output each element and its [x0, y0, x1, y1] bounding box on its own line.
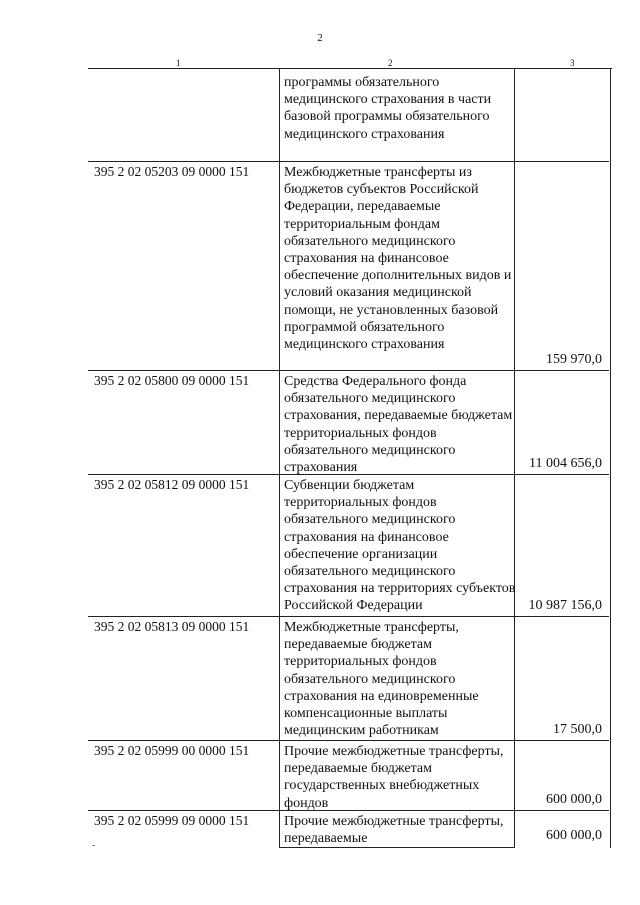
row-amount: 159 970,0: [546, 352, 602, 367]
row-description: программы обязательного медицинского страхования в части базовой программы обязательного медицинского страхования: [284, 75, 492, 142]
page-number: 2: [317, 32, 323, 44]
column-header-2: 2: [388, 58, 393, 68]
row-description: Субвенции бюджетам территориальных фондов обязательного медицинского страхования на финансовое обеспечение организации обязательного медицинского страхования на территориях субъектов Российской Федерации: [284, 478, 516, 614]
row-description: Прочие межбюджетные трансферты, передаваемые бюджетам государственных внебюджетных фондов: [284, 744, 504, 811]
row-amount: 600 000,0: [546, 792, 602, 807]
row-separator: [88, 161, 609, 162]
row-description: Прочие межбюджетные трансферты, передаваемые: [284, 814, 504, 847]
row-amount: 17 500,0: [553, 722, 602, 737]
column-header-1: 1: [176, 58, 181, 68]
table-right-border: [610, 68, 611, 848]
header-underline: [88, 68, 612, 69]
row-description: Межбюджетные трансферты, передаваемые бюджетам территориальных фондов обязательного медицинского страхования на единовременные компенсационные выплаты медицинским работникам: [284, 620, 479, 739]
row-separator: [88, 740, 609, 741]
row-separator: [88, 370, 609, 371]
row-separator: [88, 616, 609, 617]
row-code: 395 2 02 05999 09 0000 151: [94, 813, 250, 828]
column-header-3: 3: [570, 58, 575, 68]
row-code: 395 2 02 05812 09 0000 151: [94, 477, 250, 492]
row-code: 395 2 02 05800 09 0000 151: [94, 373, 250, 388]
column-divider-left: [279, 68, 280, 848]
margin-mark: -: [92, 840, 96, 851]
row-code: 395 2 02 05813 09 0000 151: [94, 619, 250, 634]
row-amount: 11 004 656,0: [529, 456, 602, 471]
row-description: Межбюджетные трансферты из бюджетов субъектов Российской Федерации, передаваемые территориальным фондам обязательного медицинского страхования на финансовое обеспечение дополнительных видов и условий оказания медицинской помощи, не установленных базовой программой обязательного медицинского страхования: [284, 165, 512, 353]
row-amount: 10 987 156,0: [528, 598, 602, 613]
row-code: 395 2 02 05999 00 0000 151: [94, 743, 250, 758]
row-description: Средства Федерального фонда обязательного медицинского страхования, передаваемые бюджетам территориальных фондов обязательного медицинского страхования: [284, 374, 513, 476]
row-code: 395 2 02 05203 09 0000 151: [94, 164, 250, 179]
row-amount: 600 000,0: [546, 828, 602, 843]
